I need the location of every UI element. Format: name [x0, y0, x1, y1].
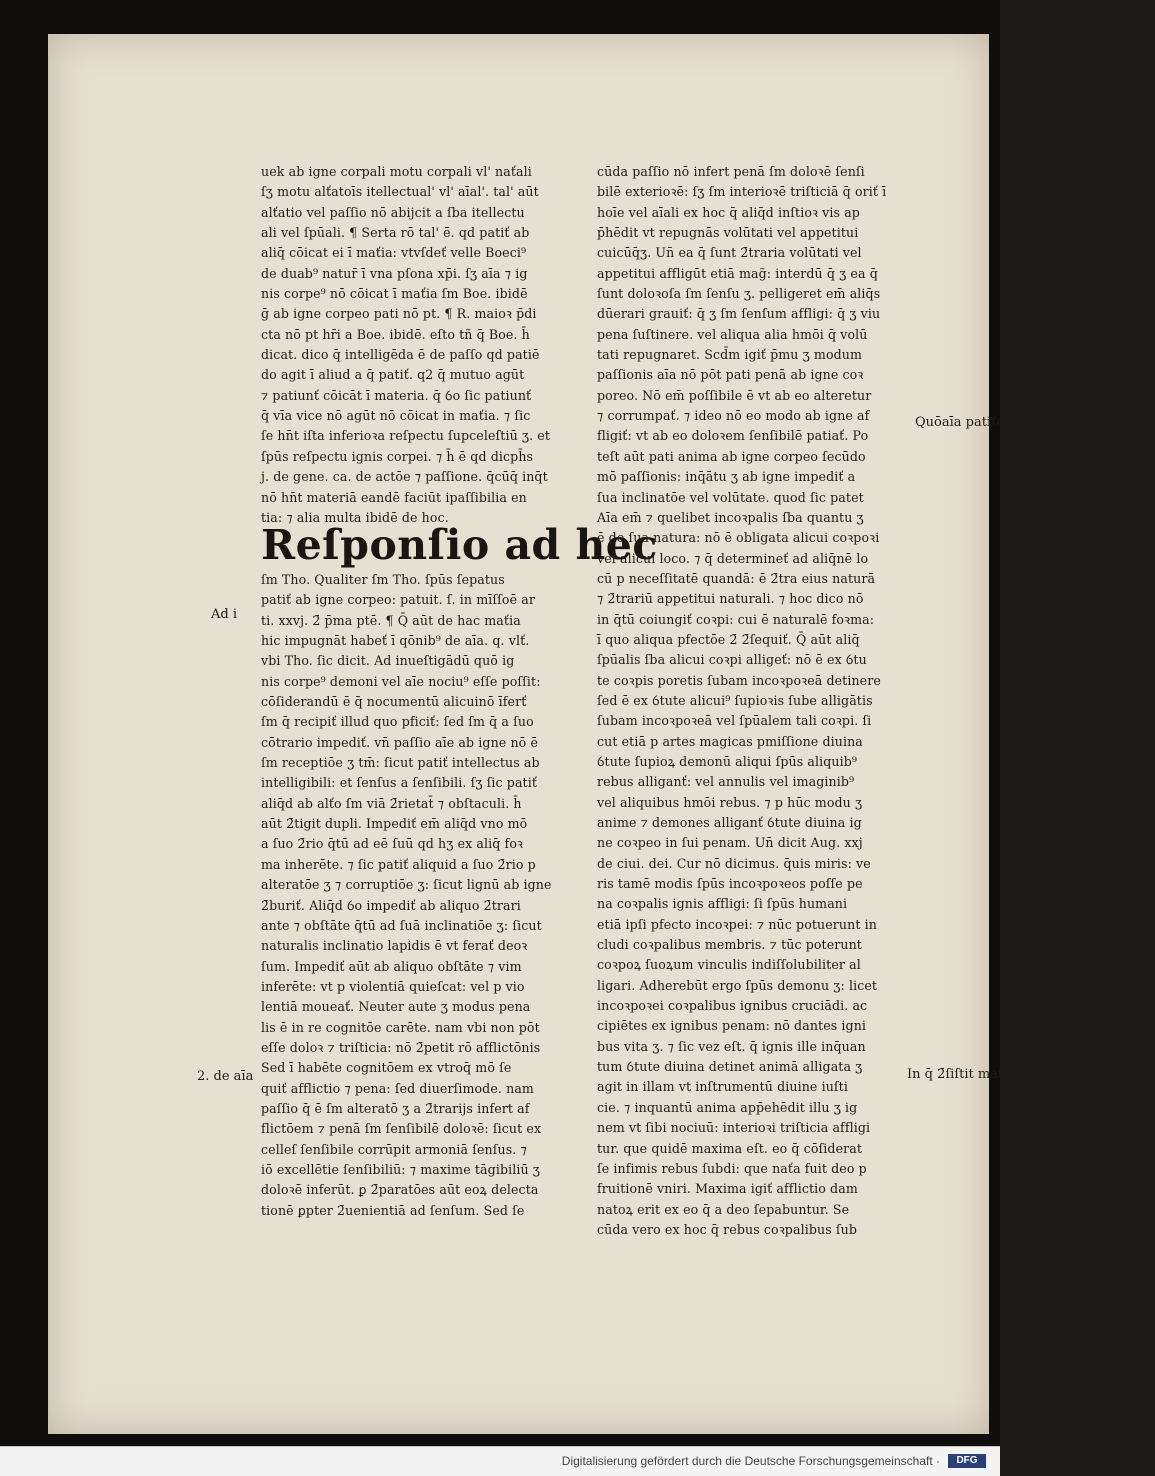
text-line: hoīe vel aīali ex hoc q̄ aliq̄d inſtioꝛ vis ap [597, 204, 860, 220]
text-line: vbi Tho. ſic dicit. Ad inueſtigādū quō ig [261, 653, 515, 669]
text-line: tati repugnaret. Scd̄m igiť p̄mu ʒ modum [597, 347, 863, 363]
text-line: ma inherēte. ⁊ ſic patiť aliquid a ſuo 2̄rio p [261, 856, 536, 872]
text-line: vel aliquibus hmōi rebus. ⁊ p hūc modu ʒ [597, 794, 863, 810]
text-line: 2̄buriť. Aliq̄d ỽo impediť ab aliquo 2̄trari [261, 897, 521, 913]
text-line: ḡ ab igne corpeo pati nō pt. ¶ R. maioꝛ p̄di [261, 306, 537, 322]
text-line: iō excellētie ſenſibiliū: ⁊ maxime tāgibiliū ʒ [261, 1161, 541, 1177]
text-line: ſunt doloꝛoſa ſm ſenſu ʒ. pelligeret em̄ aliq̄s [597, 286, 881, 302]
text-line: naturalis inclinatio lapidis ē vt ferať deoꝛ [261, 938, 528, 954]
text-line: j. de gene. ca. de actōe ⁊ paſſione. q̄cūq̄ inq̄t [261, 469, 548, 485]
text-line: ē de ſua natura: nō ē obligata alicui coꝛpoꝛi [597, 530, 880, 546]
text-line: agit in illam vt inſtrumentū diuine iuſti [597, 1079, 848, 1095]
margin-note-ad: Ad i [211, 607, 237, 622]
text-line: cludi coꝛpalibus membris. ⁊ tūc poterunt [597, 937, 862, 953]
text-line: ⁊ corrumpať. ⁊ ideo nō eo modo ab igne af [597, 408, 870, 424]
text-line: ⁊ 2̄trariū appetitui naturali. ⁊ hoc dico nō [597, 591, 864, 607]
text-line: cie. ⁊ inquantū anima app̄ehēdit illu ʒ ig [597, 1099, 858, 1115]
text-line: aliq̄d ab alťo ſm viā 2̄rietat̄ ⁊ obſtaculi. h̄ [261, 795, 522, 811]
text-line: bilē exterioꝛē: ſʒ ſm interioꝛē triſticiā q̄ oriť ī [597, 184, 887, 200]
text-line: ſm q̄ recipiť illud quo pficiť: ſed ſm q̄ a ſuo [261, 714, 534, 730]
text-line: paſſionis aīa nō pōt pati penā ab igne coꝛ [597, 367, 864, 383]
text-line: lis ē in re cognitōe carēte. nam vbi non pōt [261, 1019, 540, 1035]
text-line: alteratōe ʒ ⁊ corruptiōe ʒ: ſicut lignū ab igne [261, 877, 552, 893]
text-line: in q̄tū coiungiť coꝛpi: cui ē naturalē foꝛma: [597, 611, 875, 627]
text-line: ſe infimis rebus ſubdi: que naťa fuit deo p [597, 1160, 867, 1176]
text-line: patiť ab igne corpeo: patuit. ſ. in mīſſoē ar [261, 592, 535, 608]
text-line: ſpūs reſpectu ignis corpei. ⁊ h̄ ē qd dicph̄s [261, 448, 534, 464]
text-line: nis corpe⁹ demoni vel aīe nociu⁹ eſſe poſſit: [261, 673, 541, 689]
margin-note-line: ma affli [1007, 1067, 1057, 1082]
text-line: de duab⁹ natur̄ ī vna pſona xp̄i. ſʒ aīa ⁊ ig [261, 265, 528, 281]
text-line: ſua inclinatōe vel volūtate. quod ſic patet [597, 489, 864, 505]
text-line: cū p neceſſitatē quandā: ē 2̄tra eius naturā [597, 570, 876, 586]
text-line: pena ſuſtinere. vel aliqua alia hmōi q̄ volū [597, 326, 868, 342]
text-line: tur. que quidē maxima eſt. eo q̄ cōſiderat [597, 1140, 863, 1156]
text-line: cūda vero ex hoc q̄ rebus coꝛpalibus ſub [597, 1221, 857, 1237]
text-line: ỽtute ſupioꝝ demonū aliqui ſpūs aliquib⁹ [597, 753, 858, 769]
text-line: ſʒ motu alťatoīs itellectual' vl' aīal'. tal' aūt [261, 184, 539, 200]
text-line: quiť afflictio ⁊ pena: ſed diuerſimode. nam [261, 1080, 534, 1096]
text-line: q̄ vīa vice nō agūt nō cōicat in maťia. ⁊ ſic [261, 408, 531, 424]
text-line: ī quo aliqua pfectōe 2̄ 2̄ſequiť. Q̄ aūt aliq̄ [597, 631, 860, 647]
margin-note-line: ctio dam [1056, 1067, 1114, 1082]
text-line: mō paſſionis: inq̄ātu ʒ ab igne impediť a [597, 469, 856, 485]
text-line: p̄hēdit vt repugnās volūtati vel appetitui [597, 225, 859, 241]
left-column-upper [261, 162, 583, 528]
right-column [597, 162, 909, 1240]
text-line: ſed ē ex ỽtute alicui⁹ ſupioꝛis ſube alligātis [597, 692, 873, 708]
text-line: cōſiderandū ē q̄ nocumentū alicuinō īferť [261, 694, 527, 710]
text-line: ſum. Impediť aūt ab aliquo obſtāte ⁊ vim [261, 958, 522, 974]
margin-note-de-anima: 2. de aīa [197, 1069, 254, 1084]
text-line: nō hn̄t materiā eandē faciūt ipaſſibilia en [261, 489, 527, 505]
text-line: cūda paſſio nō infert penā ſm doloꝛē ſenſi [597, 164, 865, 179]
text-line: aūt 2̄tigit dupli. Impediť em̄ aliq̄d vno mō [261, 816, 528, 832]
section-heading: Reſponſio ad hec [261, 521, 658, 569]
text-line: do agit ī aliud a q̄ patiť. q2 q̄ mutuo agūt [261, 367, 525, 383]
text-line: rebus alliganť: vel annulis vel imaginib⁹ [597, 774, 855, 790]
text-line: incoꝛpoꝛei coꝛpalibus ignibus cruciādi. ac [597, 998, 868, 1014]
text-line: ne coꝛpeo in ſui penam. Un̄ dicit Aug. xxj [597, 835, 863, 851]
text-line: ti. xxvj. 2̄ p̄ma ptē. ¶ Q̄ aūt de hac maťia [261, 612, 521, 628]
text-line: cuicūq̄ʒ. Un̄ ea q̄ ſunt 2̄traria volūtati vel [597, 245, 862, 261]
text-line: uek ab igne corpali motu corpali vl' naťali [261, 164, 532, 179]
text-line: a ſuo 2̄rio q̄tū ad eē ſuū qd hʒ ex aliq̄ foꝛ [261, 836, 524, 852]
margin-note-line: In q̄ 2̄ſi [907, 1067, 955, 1082]
text-line: dūerari grauiť: q̄ ʒ ſm ſenſum affligi: q̄ ʒ viu [597, 306, 881, 322]
text-line: poreo. Nō em̄ poſſibile ē vt ab eo alteretur [597, 387, 872, 403]
text-line: anime ⁊ demones alliganť ỽtute diuina ig [597, 815, 862, 830]
margin-note-right-bottom [907, 1066, 1155, 1084]
text-line: vel alicui loco. ⁊ q̄ determineť ad aliq̄nē lo [597, 550, 869, 566]
text-line: ſubam incoꝛpoꝛeā vel ſpūalem tali coꝛpi. ſi [597, 713, 872, 729]
text-line: aliq̄ cōicat ei ī maťia: vtvſdeť velle Boeci⁹ [261, 245, 527, 261]
text-line: ſm receptiōe ʒ tm̄: ſicut patiť intellectus ab [261, 755, 540, 771]
text-line: ali vel ſpūali. ¶ Serta rō tal' ē. qd patiť ab [261, 225, 530, 241]
text-line: fligiť: vt ab eo doloꝛem ſenſibilē patiať. Po [597, 428, 869, 444]
text-line: tia: ⁊ alia multa ibidē de hoc. [261, 509, 449, 525]
margin-note-line: natoꝝ. [1113, 1067, 1155, 1082]
text-line: cta nō pt hr̄i a Boe. ibidē. eſto tñ q̄ Boe. h̄ [261, 326, 530, 342]
margin-note-line: Quō [915, 415, 942, 430]
footer-bar [0, 1446, 1000, 1476]
book-page [48, 34, 1155, 1434]
text-line: nem vt ſibi nociuū: interioꝛi triſticia affligi [597, 1120, 871, 1136]
text-line: eſſe doloꝛ ⁊ triſticia: nō 2̄petit rō afflictōnis [261, 1039, 541, 1055]
left-column-lower [261, 570, 583, 1221]
text-line: cipiētes ex ignibus penam: nō dantes igni [597, 1018, 867, 1034]
text-line: fruitionē vniri. Maxima igiť afflictio dam [597, 1181, 858, 1197]
text-line: hic impugnāt habeť ī qōnib⁹ de aīa. q. vlť. [261, 633, 530, 649]
text-line: appetitui affligūt etiā mag̃: interdū q̄ ʒ ea q̄ [597, 265, 878, 281]
text-line: inferēte: vt p violentiā quieſcat: vel p vio [261, 978, 525, 994]
text-line: etiā ipſi pfecto incoꝛpei: ⁊ nūc potuerunt in [597, 916, 877, 932]
text-line: paſſio q̄ ē ſm alteratō ʒ a 2̄trarijs infert af [261, 1100, 530, 1116]
text-line: ſe hn̄t iſta inferioꝛa reſpectu ſupceleſtiū ʒ. et [261, 428, 551, 444]
text-line: tionē ꝑpter 2̄uenientiā ad ſenſum. Sed ſe [261, 1202, 525, 1218]
text-line: alťatio vel paſſio nō abijcit a ſba itellectu [261, 204, 525, 220]
text-line: doloꝛē inferūt. ꝑ 2̄paratōes aūt eoꝝ delecta [261, 1182, 539, 1198]
text-line: de ciui. dei. Cur nō dicimus. q̄uis miris: ve [597, 855, 871, 871]
text-line: natoꝝ erit ex eo q̄ a deo ſepabuntur. Se [597, 1201, 850, 1217]
text-line: flictōem ⁊ penā ſm ſenſibilē doloꝛē: ſicut ex [261, 1121, 542, 1137]
text-line: bus vita ʒ. ⁊ ſic vez eſt. q̄ ignis ille inq̄uan [597, 1038, 866, 1054]
text-line: tum ỽtute diuina detinet animā alligata ʒ [597, 1059, 863, 1075]
text-line: lentiā moueať. Neuter aute ʒ modus pena [261, 999, 531, 1015]
text-line: ligari. Adherebūt ergo ſpūs demonu ʒ: licet [597, 977, 878, 993]
text-line: Sed ī habēte cognitōem ex vtroq̄ mō ſe [261, 1060, 512, 1076]
text-line: ſpūalis ſba alicui coꝛpi alligeť: nō ē ex ỽtu [597, 652, 867, 668]
text-line: cōtrario impediť. vn̄ paſſio aīe ab igne nō ē [261, 734, 539, 750]
margin-note-line: ſtit maťi [954, 1067, 1008, 1082]
text-line: Aīa em̄ ⁊ quelibet incoꝛpalis ſba quantu ʒ [597, 509, 864, 525]
text-line: te coꝛpis poretis ſubam incoꝛpoꝛeā detinere [597, 672, 881, 688]
text-line: ante ⁊ obſtāte q̄tū ad ſuā inclinatiōe ʒ: ſicut [261, 917, 542, 933]
text-line: ⁊ patiunť cōicāt ī materia. q̄ ỽo ſic patiunť [261, 387, 532, 403]
footer-credit: Digitalisierung gefördert durch die Deutsche Forschungsgemeinschaft · [561, 1454, 940, 1468]
text-line: intelligibili: et ſenſus a ſenſibili. ſʒ ſic patiť [261, 775, 538, 791]
text-line: coꝛpoꝝ ſuoꝝum vinculis indiſſolubiliter al [597, 957, 861, 973]
text-line: cut etiā p artes magicas pmiſſione diuina [597, 733, 863, 749]
text-line: nis corpe⁹ nō cōicat ī maťia ſm Boe. ibidē [261, 286, 528, 302]
margin-note-line: aīa patiť [941, 415, 997, 430]
text-line: na coꝛpalis ignis affligi: ſi ſpūs humani [597, 896, 848, 912]
text-line: dicat. dico q̄ intelligēda ē de paſſo qd patiē [261, 347, 540, 363]
text-line: ris tamē modis ſpūs incoꝛpoꝛeos poſſe pe [597, 876, 863, 892]
text-line: ſm Tho. Qualiter ſm Tho. ſpūs ſepatus [261, 572, 505, 587]
text-line: celleſ ſenſibile corrūpit armoniā ſenſus. ⁊ [261, 1141, 527, 1157]
dfg-logo-icon: DFG [948, 1454, 986, 1468]
text-line: teſt aūt pati anima ab igne corpeo ſecūdo [597, 448, 866, 464]
margin-note-line: ab igne. [996, 415, 1050, 430]
margin-note-right-top [915, 414, 1049, 431]
